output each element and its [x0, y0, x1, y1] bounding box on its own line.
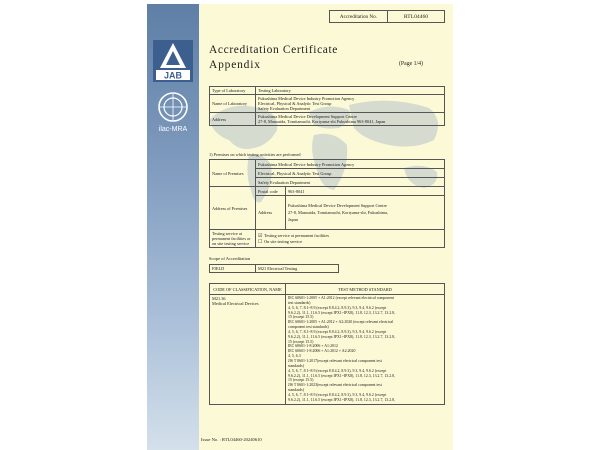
option-label: Testing service at permanent facilities [264, 232, 330, 238]
standard-line: 4, 5, 6, 7, 8.1~8.9 (except 8.8.4.2, 8.9.3), 9.3, 9.4, 9.6.2 (except [288, 392, 387, 397]
standard-line: test standards) [288, 300, 311, 305]
standard-line: component test standards) [288, 325, 329, 330]
standard-line: 4, 5, 6.3 [288, 354, 301, 359]
premises-table [209, 159, 445, 248]
table-row [210, 295, 445, 405]
premises-note: 1) Premises on which testing activities are performed [209, 152, 301, 157]
lab-address-line: Fukushima Medical Device Development Support Centre [258, 114, 357, 119]
standard-line: JIS T 0601-1:2017(except relevant electrical component test [288, 358, 382, 363]
unchecked-box-icon: ☐ [258, 239, 263, 245]
service-type-options [256, 230, 445, 248]
postal-code-value: 963-8041 [286, 187, 445, 196]
column-header-classification: CODE OF CLASSIFICATION, NAME [210, 284, 286, 295]
premises-name-line: Electrical, Physical & Analytic Test Group [256, 169, 445, 178]
option-label: On site testing service [264, 238, 303, 244]
lab-type-label: Type of Laboratory [210, 87, 256, 95]
standard-line: 9.6.2.2), 11.1, 11.6.5 (except IPX1~IPX8), 11.8, 12.3, 13.2.7, 13.2.8, [288, 397, 396, 402]
field-label: FIELD [210, 265, 256, 273]
postal-code-label: Postal code [256, 187, 286, 196]
classification-cell [210, 295, 286, 405]
laboratory-table [209, 86, 445, 126]
table-row [210, 113, 445, 126]
premises-address-value [286, 196, 445, 230]
issue-number: Issue No. : RTL04460-20240610 [201, 437, 262, 442]
lab-address-line: 27-8, Manoaida, Tomitamachi, Koriyama-shi Fukushima 963-8041, Japan [258, 119, 386, 124]
accreditation-number-label: Accreditation No. [330, 11, 388, 22]
lab-address-value [256, 113, 445, 126]
scope-title: Scope of Accreditation [209, 256, 251, 261]
standard-line: 4, 5, 6, 7, 8.1~8.9 (except 8.8.4.2, 8.9.3), 9.3, 9.4, 9.6.2 (except [288, 305, 387, 310]
standard-line: 9.6.2.2), 11.1, 11.6.5 (except IPX1~IPX8), 11.8, 12.3, 13.2.7, 13.2.8, [288, 334, 396, 339]
table-row [210, 95, 445, 113]
premises-address-line: 27-8, Manoaida, Tomitamachi, Koriyama-shi, Fukushima, [288, 210, 388, 215]
certificate-title: Accreditation Certificate [209, 44, 338, 56]
standards-table [209, 283, 445, 405]
certificate-page [147, 4, 453, 450]
premises-address-line: Japan [288, 217, 298, 222]
classification-name: Medical Electrical Devices [212, 301, 259, 306]
lab-name-line: Safety Evaluation Department [258, 106, 311, 111]
table-header-row [210, 284, 445, 295]
standard-line: 15 (except 15.5) [288, 339, 314, 344]
lab-name-value [256, 95, 445, 113]
jab-logo [153, 40, 193, 82]
certificate-subtitle: Appendix [209, 59, 261, 71]
table-row [210, 230, 445, 248]
accreditation-number-box [329, 10, 445, 23]
standard-line: IEC 60601-1:2005 + A1:2012 + A2:2020 (except relevant electrical [288, 320, 394, 325]
service-type-label: Testing service at permanent facilities or on site testing service [210, 230, 256, 248]
classification-code: M21.36 [212, 296, 226, 301]
premises-name-line: Fukushima Medical Device Industry Promotion Agency [256, 160, 445, 169]
option-on-site [258, 239, 442, 245]
standard-line: JIS T 0601-1:2023(except relevant electrical component test [288, 383, 382, 388]
premises-name-label: Name of Premises [210, 160, 256, 187]
checked-box-icon: ☑ [258, 233, 263, 239]
lab-type-value: Testing Laboratory [256, 87, 445, 95]
standard-line: IEC 60601-1:2005 + A1:2012 (except relevant electrical component [288, 296, 395, 300]
premises-address-label: Address of Premises [210, 187, 256, 230]
standard-line: 9.6.2.2), 11.1, 11.6.5 (except IPX1~IPX8), 11.8, 12.3, 13.2.7, 13.2.8, [288, 373, 396, 378]
premises-name-line: Safety Evaluation Department [256, 178, 445, 187]
svg-text:JAB: JAB [163, 70, 183, 81]
lab-name-line: Fukushima Medical Device Industry Promotion Agency [258, 96, 355, 101]
standard-line: 15 (except 15.5) [288, 315, 314, 320]
lab-name-line: Electrical, Physical & Analytic Test Group [258, 101, 332, 106]
table-row [210, 265, 339, 273]
standard-line: standards) [288, 363, 304, 368]
standard-line: 15 (except 15.5) [288, 378, 314, 383]
page-number: (Page 1/4) [399, 61, 423, 67]
standard-line: 4, 5, 6, 7, 8.1~8.9 (except 8.8.4.2, 8.9.3), 9.3, 9.4, 9.6.2 (except [288, 368, 387, 373]
table-row [210, 187, 445, 196]
premises-address-line: Fukushima Medical Device Development Support Centre [288, 203, 387, 208]
column-header-standard: TEST METHOD STANDARD [286, 284, 445, 295]
standard-cell [286, 295, 445, 405]
lab-address-label: Address [210, 113, 256, 126]
standard-line: standards) [288, 388, 304, 393]
standard-line: 4, 5, 6, 7, 8.1~8.9 (except 8.8.4.2, 8.9.3), 9.3, 9.4, 9.6.2 (except [288, 329, 387, 334]
ilac-mra-logo [152, 90, 194, 134]
standard-line: 9.6.2.2), 11.1, 11.6.5 (except IPX1~IPX8), 11.8, 12.3, 13.2.7, 13.2.8, [288, 310, 396, 315]
field-value: M21 Electrical Testing [256, 265, 339, 273]
lab-name-label: Name of Laboratory [210, 95, 256, 113]
field-table [209, 264, 339, 273]
address-sub-label: Address [256, 196, 286, 230]
table-row [210, 87, 445, 95]
standard-line: IEC 60601-1-8:2006 + A1:2012 [288, 344, 338, 349]
table-row [210, 160, 445, 169]
svg-text:ilac-MRA: ilac-MRA [158, 126, 188, 133]
standard-line: IEC 60601-1-8:2006 + A1:2012 + A2:2020 [288, 349, 356, 354]
accreditation-number-value: RTL04460 [403, 13, 429, 20]
